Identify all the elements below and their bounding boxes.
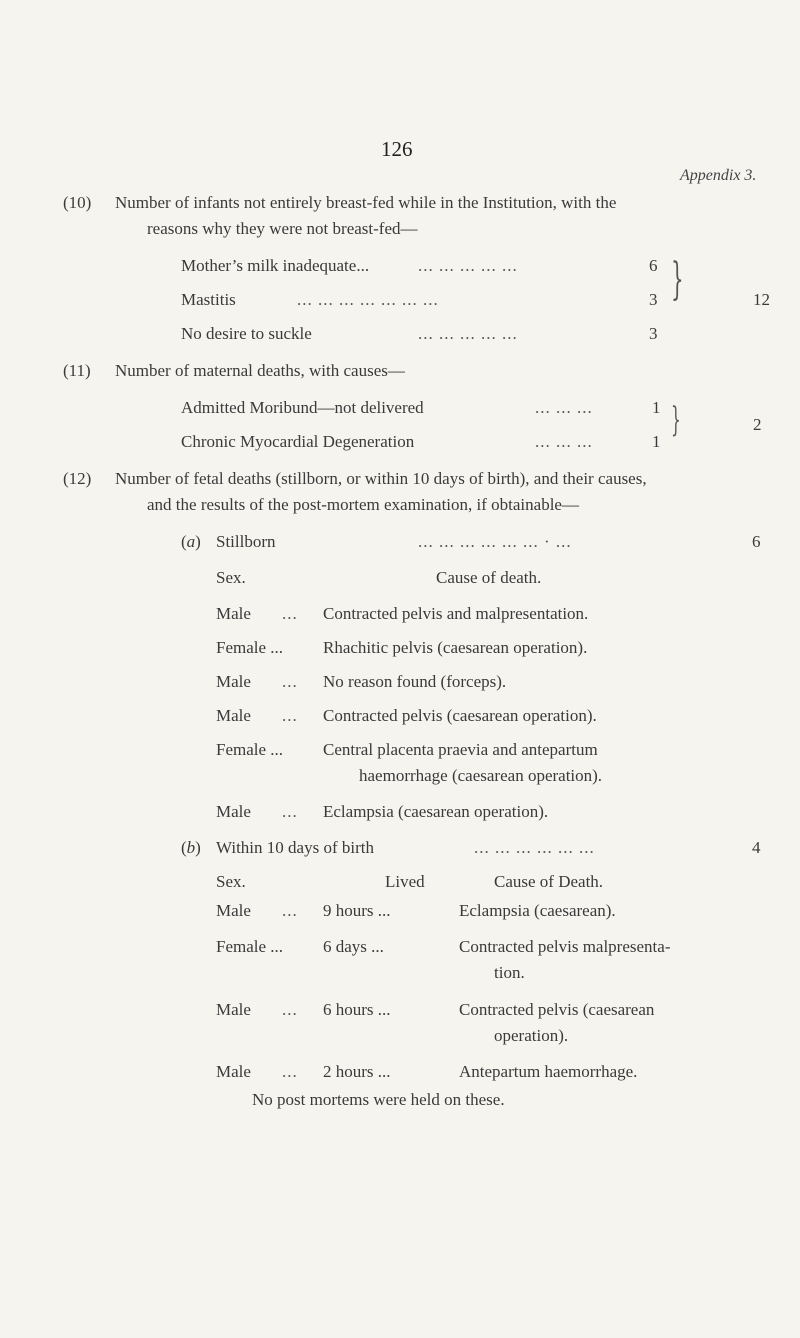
section-number: (10) (63, 193, 92, 212)
table-row-sex: Female ... (216, 740, 284, 759)
leader-dots: ... ... ... ... ... (418, 324, 518, 343)
subsection-letter: a (186, 532, 196, 551)
section-heading-cont: and the results of the post-mortem examination, if obtainable— (147, 495, 579, 514)
table-row-sex: Male (216, 1062, 251, 1081)
leader-dots: ... ... ... ... ... (418, 256, 518, 275)
table-row-lived: 2 hours ... (323, 1062, 391, 1081)
table-row-cause: Central placenta praevia and antepartum (323, 740, 598, 759)
subsection-total: 4 (752, 838, 761, 857)
leader-dots: ... ... ... ... ... ... (474, 838, 595, 857)
subsection-b-label: Within 10 days of birth (216, 838, 374, 857)
leader-dots: ... (282, 1000, 298, 1019)
table-row-lived: 6 days ... (323, 937, 384, 956)
section-heading: Number of fetal deaths (stillborn, or within 10 days of birth), and their causes, (115, 469, 647, 488)
column-header-cause: Cause of Death. (494, 872, 604, 891)
leader-dots: ... ... ... ... ... ... ... (297, 290, 439, 309)
column-header-sex: Sex. (216, 872, 246, 891)
table-row-sex: Male (216, 604, 251, 623)
subsection-a-marker: (a) (181, 532, 201, 551)
table-row-sex: Female ... (216, 937, 284, 956)
column-header-cause: Cause of death. (436, 568, 542, 587)
subsection-letter: b (186, 838, 196, 857)
list-item-value: 1 (652, 432, 661, 451)
table-row-cause: Antepartum haemorrhage. (459, 1062, 638, 1081)
list-item-label: Admitted Moribund—not delivered (181, 398, 424, 417)
list-item-label: Chronic Myocardial Degeneration (181, 432, 415, 451)
list-item-label: Mastitis (181, 290, 236, 309)
page-number: 126 (381, 137, 413, 161)
table-row-sex: Male (216, 901, 251, 920)
list-item-value: 6 (649, 256, 658, 275)
table-row-cause: Eclampsia (caesarean operation). (323, 802, 549, 821)
leader-dots: ... (282, 802, 298, 821)
table-row-cause: Contracted pelvis and malpresentation. (323, 604, 589, 623)
table-row-cause-cont: haemorrhage (caesarean operation). (359, 766, 603, 785)
section-heading: Number of infants not entirely breast-fed while in the Institution, with the (115, 193, 617, 212)
leader-dots: ... (282, 901, 298, 920)
subsection-a-label: Stillborn (216, 532, 276, 551)
table-row-cause: Contracted pelvis (caesarean operation). (323, 706, 597, 725)
table-row-lived: 6 hours ... (323, 1000, 391, 1019)
subsection-b-marker: (b) (181, 838, 201, 857)
table-row-sex: Female ... (216, 638, 284, 657)
section-number: (12) (63, 469, 92, 488)
list-item-value: 3 (649, 324, 658, 343)
leader-dots: ... ... ... ... ... ... · ... (418, 532, 572, 551)
brace-icon: } (671, 400, 681, 440)
brace-icon: } (671, 254, 684, 305)
group-total: 2 (753, 415, 762, 434)
leader-dots: ... (282, 672, 298, 691)
column-header-lived: Lived (385, 872, 425, 891)
table-row-sex: Male (216, 802, 251, 821)
leader-dots: ... (282, 1062, 298, 1081)
section-number: (11) (63, 361, 91, 380)
table-row-sex: Male (216, 1000, 251, 1019)
list-item-value: 1 (652, 398, 661, 417)
column-header-sex: Sex. (216, 568, 246, 587)
leader-dots: ... (282, 604, 298, 623)
leader-dots: ... ... ... (535, 432, 593, 451)
leader-dots: ... ... ... (535, 398, 593, 417)
table-row-cause: Rhachitic pelvis (caesarean operation). (323, 638, 588, 657)
table-row-cause: No reason found (forceps). (323, 672, 507, 691)
list-item-value: 3 (649, 290, 658, 309)
group-total: 12 (753, 290, 770, 309)
table-row-cause-cont: operation). (494, 1026, 569, 1045)
list-item-label: No desire to suckle (181, 324, 312, 343)
table-row-sex: Male (216, 672, 251, 691)
table-row-sex: Male (216, 706, 251, 725)
leader-dots: ... (282, 706, 298, 725)
table-row-lived: 9 hours ... (323, 901, 391, 920)
section-heading: Number of maternal deaths, with causes— (115, 361, 405, 380)
footnote: No post mortems were held on these. (252, 1090, 505, 1109)
section-heading-cont: reasons why they were not breast-fed— (147, 219, 418, 238)
table-row-cause: Contracted pelvis (caesarean (459, 1000, 655, 1019)
appendix-label: Appendix 3. (680, 167, 757, 184)
table-row-cause: Eclampsia (caesarean). (459, 901, 616, 920)
list-item-label: Mother’s milk inadequate... (181, 256, 370, 275)
subsection-total: 6 (752, 532, 761, 551)
table-row-cause: Contracted pelvis malpresenta- (459, 937, 671, 956)
table-row-cause-cont: tion. (494, 963, 525, 982)
